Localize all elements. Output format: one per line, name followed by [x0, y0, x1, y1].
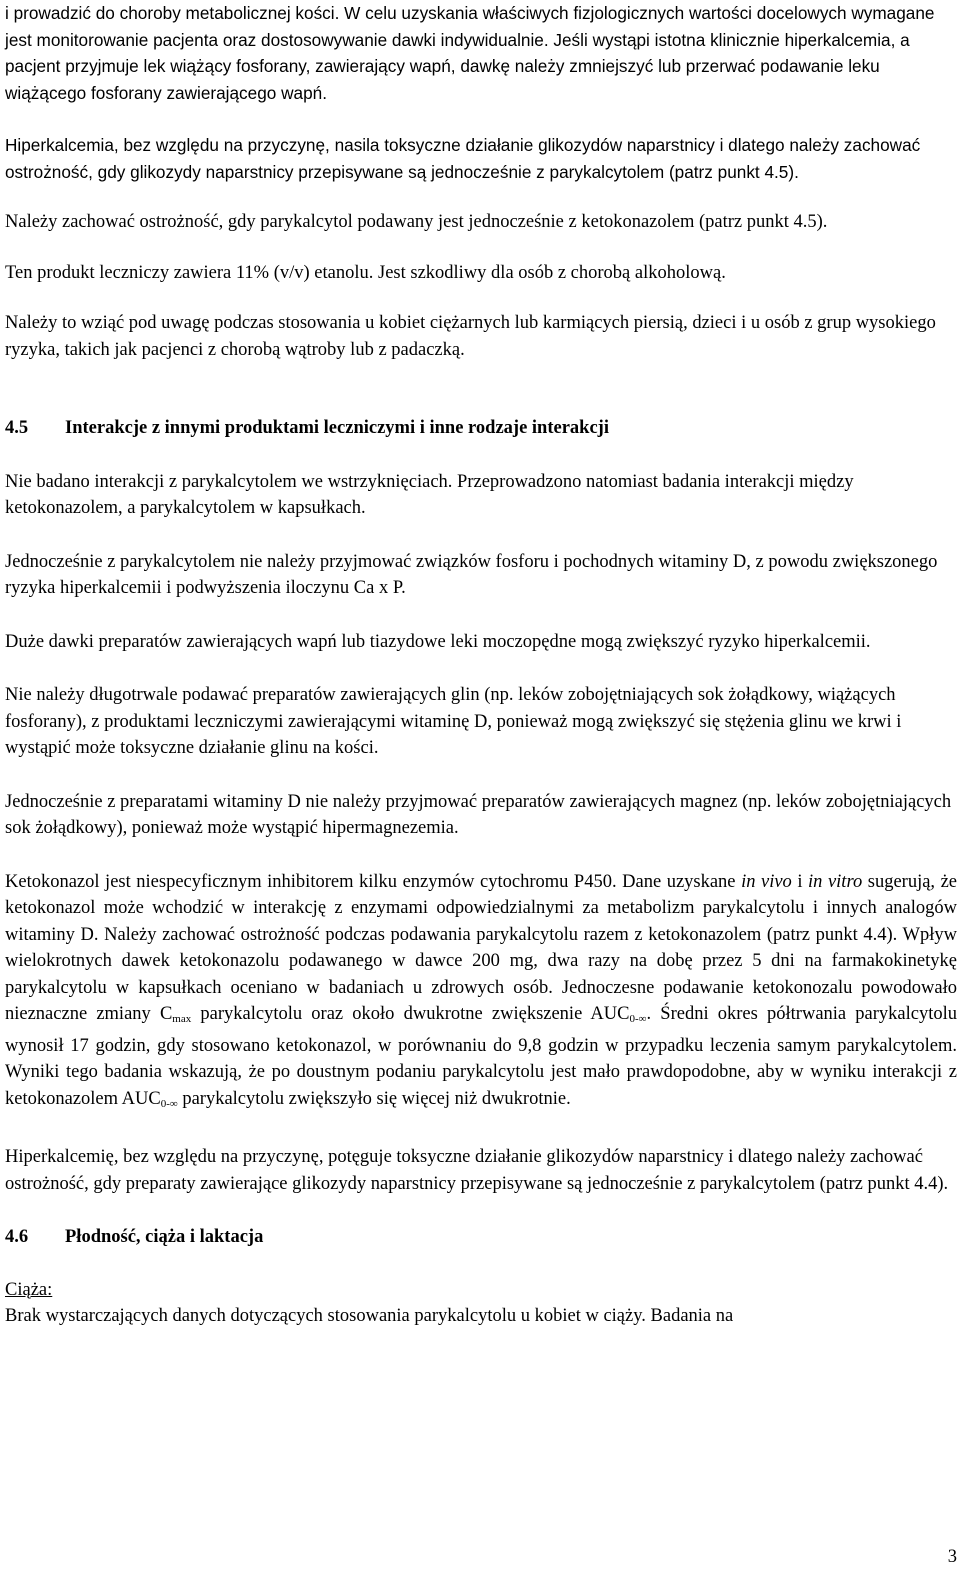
subscript-auc-range-2: 0-∞: [160, 1097, 178, 1110]
paragraph-aluminium: Nie należy długotrwale podawać preparatów zawierających glin (np. leków zobojętniających sok żołądkowy, wiążących fosforany), z produktami leczniczymi zawierającymi witaminę D, ponieważ mogą zwiększyć się stężenia glinu we krwi i wystąpić może toksyczne działanie glinu na kości.: [5, 685, 902, 758]
paragraph-monitoring: [5, 0, 957, 106]
section-heading-4-5: [5, 415, 957, 442]
keto-in-vitro: in vitro: [808, 871, 863, 892]
subheading-pregnancy-label: Ciąża:: [5, 1279, 53, 1300]
keto-text-5: . Średni okres półtrwania parykalcytolu wynosił 17 godzin, gdy stosowano ketokonazol, w porównaniu do 9,8 godzin w przypadku leczenia samym parykalcytolem. Wyniki tego badania wskazują, że po doustnym podaniu parykalcytolu jest mało prawdopodobne, aby w wyniku interakcji z ketokonazolem AUC: [5, 1004, 958, 1109]
section-heading-4-6: [5, 1224, 957, 1251]
paragraph-ketoconazole-caution: Należy zachować ostrożność, gdy parykalcytol podawany jest jednocześnie z ketokonazolem (patrz punkt 4.5).: [5, 212, 828, 232]
keto-text-1: Ketokonazol jest niespecyficznym inhibitorem kilku enzymów cytochromu P450. Dane uzyskane: [5, 871, 742, 892]
paragraph-phosphorus: Jednocześnie z parykalcytolem nie należy przyjmować związków fosforu i pochodnych witaminy D, z powodu zwiększonego ryzyka hiperkalcemii i podwyższenia iloczynu Ca x P.: [5, 551, 938, 598]
paragraph-calcium-thiazide: Duże dawki preparatów zawierających wapń lub tiazydowe leki moczopędne mogą zwiększyć ryzyko hiperkalcemii.: [5, 631, 871, 652]
keto-text-4: parykalcytolu oraz około dwukrotne zwiększenie AUC: [191, 1004, 630, 1024]
subscript-max: max: [172, 1013, 192, 1025]
keto-in-vivo: in vivo: [741, 871, 792, 892]
paragraph-digitalis-warning: Hiperkalcemia, bez względu na przyczynę, nasila toksyczne działanie glikozydów naparstnicy i dlatego należy zachować ostrożność, gdy glikozydy naparstnicy przepisywane są jednocześnie z parykalcytolem (patrz punkt 4.5).: [5, 135, 921, 182]
keto-text-6: parykalcytolu zwiększyło się więcej niż dwukrotnie.: [177, 1088, 571, 1109]
section-number: 4.6: [5, 1227, 29, 1247]
subheading-pregnancy: [5, 1277, 957, 1304]
page-number: 3: [947, 1547, 957, 1567]
keto-text-3: sugerują, że ketokonazol może wchodzić w interakcję z enzymami odpowiedzialnymi za metabolizm parykalcytolu i innych analogów witaminy D. Należy zachować ostrożność podczas podawania parykalcytolu razem z ketokonazolem (patrz punkt 4.4). Wpływ wielokrotnych dawek ketokonazolu podawanego w dawce 200 mg, dwa razy na dobę przez 5 dni na farmakokinetykę parykalcytolu w kapsułkach oceniano w badaniach u zdrowych osób. Jednoczesne podawanie ketokonozalu powodowało nieznaczne zmiany C: [5, 871, 958, 1024]
paragraph-monitoring-text2: Jeśli wystąpi istotna klinicznie hiperkalcemia, a pacjent przyjmuje lek wiążący fosforany, zawierający wapń, dawkę należy zmniejszyć lub przerwać podawanie leku wiążącego fosforany zawierającego wapń.: [5, 29, 910, 103]
paragraph-pregnancy-data: Brak wystarczających danych dotyczących stosowania parykalcytolu u kobiet w ciąży. Badania na: [5, 1306, 734, 1326]
paragraph-monitoring-text1: i prowadzić do choroby metabolicznej kości. W celu uzyskania właściwych fizjologicznych wartości docelowych wymagane jest monitorowanie pacjenta oraz dostosowywanie dawki indywidualnie.: [5, 3, 935, 50]
paragraph-digitalis-potentiation: Hiperkalcemię, bez względu na przyczynę, potęguje toksyczne działanie glikozydów naparstnicy i dlatego należy zachować ostrożność, gdy preparaty zawierające glikozydy naparstnicy przepisywane są jednocześnie z parykalcytolem (patrz punkt 4.4).: [5, 1147, 949, 1194]
document-page: [5, 0, 957, 1330]
section-title: Płodność, ciąża i laktacja: [65, 1227, 264, 1247]
keto-text-2: i: [791, 871, 809, 892]
paragraph-no-interaction-studies: Nie badano interakcji z parykalcytolem we wstrzyknięciach. Przeprowadzono natomiast badania interakcji między ketokonazolem, a parykalcytolem w kapsułkach.: [5, 471, 854, 518]
paragraph-ethanol: Ten produkt leczniczy zawiera 11% (v/v) etanolu. Jest szkodliwy dla osób z chorobą alkoholową.: [5, 262, 726, 283]
paragraph-risk-groups: Należy to wziąć pod uwagę podczas stosowania u kobiet ciężarnych lub karmiących piersią, dzieci i u osób z grup wysokiego ryzyka, takich jak pacjenci z chorobą wątroby lub z padaczką.: [5, 313, 936, 360]
paragraph-magnesium: Jednocześnie z preparatami witaminy D nie należy przyjmować preparatów zawierających magnez (np. leków zobojętniających sok żołądkowy), ponieważ może wystąpić hipermagnezemia.: [5, 791, 952, 838]
paragraph-ketoconazole-study: [5, 869, 957, 1118]
section-title: Interakcje z innymi produktami leczniczymi i inne rodzaje interakcji: [65, 418, 609, 438]
subscript-auc-range-1: 0-∞: [629, 1013, 647, 1025]
section-number: 4.5: [5, 418, 29, 438]
